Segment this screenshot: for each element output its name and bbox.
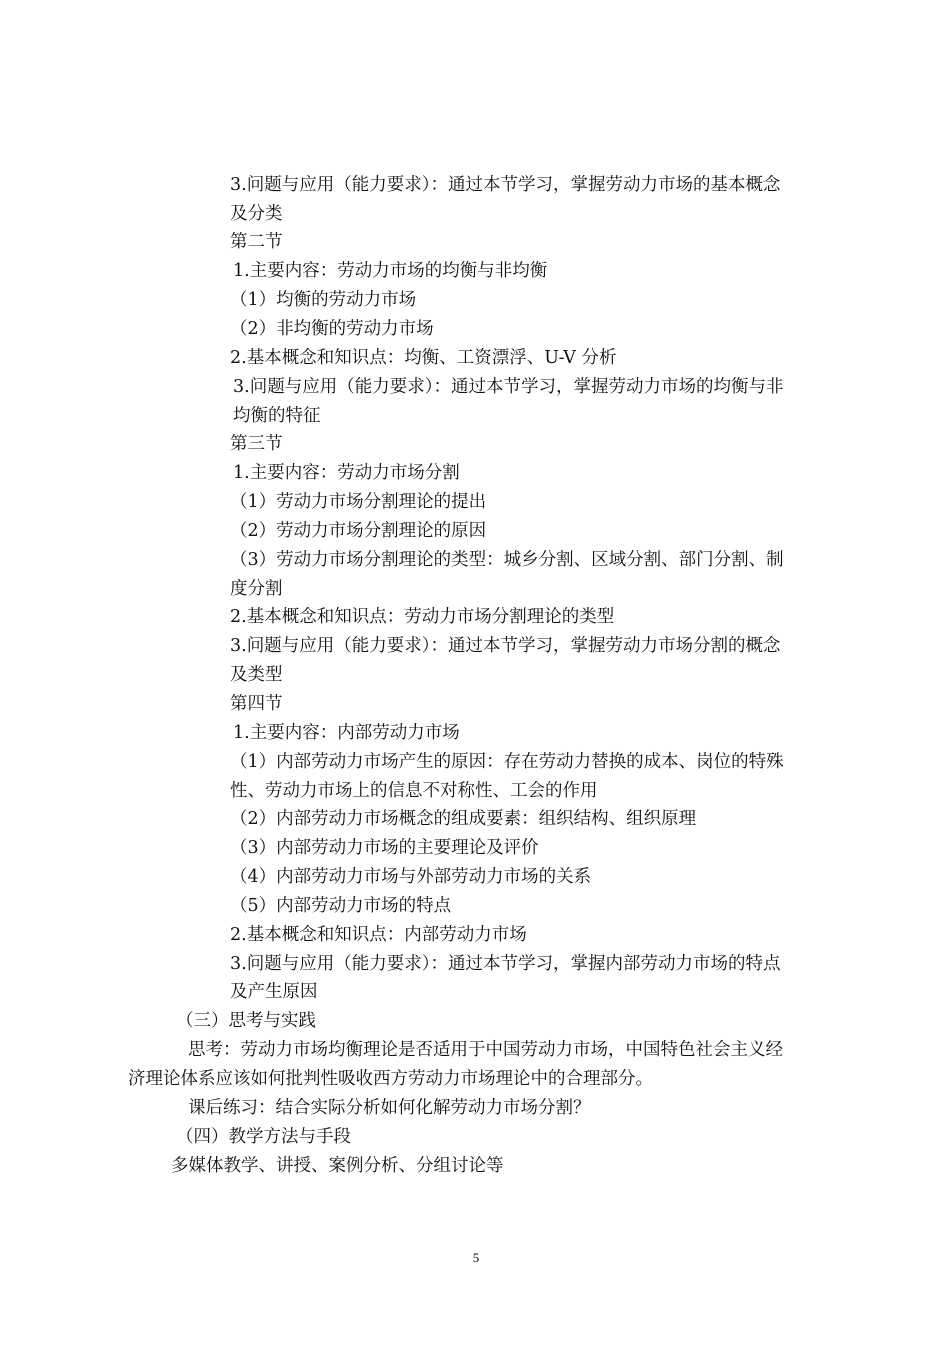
text-line: 3.问题与应用（能力要求）：通过本节学习，掌握劳动力市场的均衡与非 [233,377,784,397]
text-line: 及分类 [230,204,283,224]
text-line: 1.主要内容：劳动力市场分割 [233,463,460,483]
text-line: 及类型 [230,665,283,685]
text-line: 1.主要内容：劳动力市场的均衡与非均衡 [233,261,548,281]
text-line: 2.基本概念和知识点：内部劳动力市场 [230,925,527,945]
text-line: （3）劳动力市场分割理论的类型：城乡分割、区域分割、部门分割、制 [230,550,784,570]
section-heading: 第二节 [230,232,283,252]
text-line: 均衡的特征 [233,406,321,426]
section-heading: 第三节 [230,434,283,454]
text-line: 2.基本概念和知识点：劳动力市场分割理论的类型 [230,607,615,627]
paragraph-line: 课后练习：结合实际分析如何化解劳动力市场分割？ [188,1098,591,1118]
text-line: 3.问题与应用（能力要求）：通过本节学习，掌握劳动力市场的基本概念 [230,175,781,195]
text-line: （2）非均衡的劳动力市场 [230,319,434,339]
text-line: （1）均衡的劳动力市场 [230,290,417,310]
paragraph-line: 思考：劳动力市场均衡理论是否适用于中国劳动力市场，中国特色社会主义经 [188,1040,783,1060]
text-line: 1.主要内容：内部劳动力市场 [233,723,460,743]
text-line: （2）内部劳动力市场概念的组成要素：组织结构、组织原理 [230,809,697,829]
text-line: 3.问题与应用（能力要求）：通过本节学习，掌握内部劳动力市场的特点 [230,954,781,974]
text-line: 2.基本概念和知识点：均衡、工资漂浮、U-V 分析 [230,348,617,368]
subsection-heading: （四）教学方法与手段 [176,1127,351,1147]
text-line: （3）内部劳动力市场的主要理论及评价 [230,838,539,858]
subsection-heading: （三）思考与实践 [176,1011,316,1031]
paragraph-line: 多媒体教学、讲授、案例分析、分组讨论等 [171,1156,504,1176]
text-line: （5）内部劳动力市场的特点 [230,896,452,916]
text-line: （2）劳动力市场分割理论的原因 [230,521,487,541]
text-line: 及产生原因 [230,982,318,1002]
text-line: （1）内部劳动力市场产生的原因：存在劳动力替换的成本、岗位的特殊 [230,752,784,772]
text-line: 度分割 [230,579,283,599]
paragraph-line: 济理论体系应该如何批判性吸收西方劳动力市场理论中的合理部分。 [128,1069,653,1089]
text-line: （1）劳动力市场分割理论的提出 [230,492,487,512]
text-line: 3.问题与应用（能力要求）：通过本节学习，掌握劳动力市场分割的概念 [230,636,781,656]
page-number: 5 [472,1250,480,1265]
section-heading: 第四节 [230,694,283,714]
text-line: 性、劳动力市场上的信息不对称性、工会的作用 [230,781,598,801]
text-line: （4）内部劳动力市场与外部劳动力市场的关系 [230,867,592,887]
